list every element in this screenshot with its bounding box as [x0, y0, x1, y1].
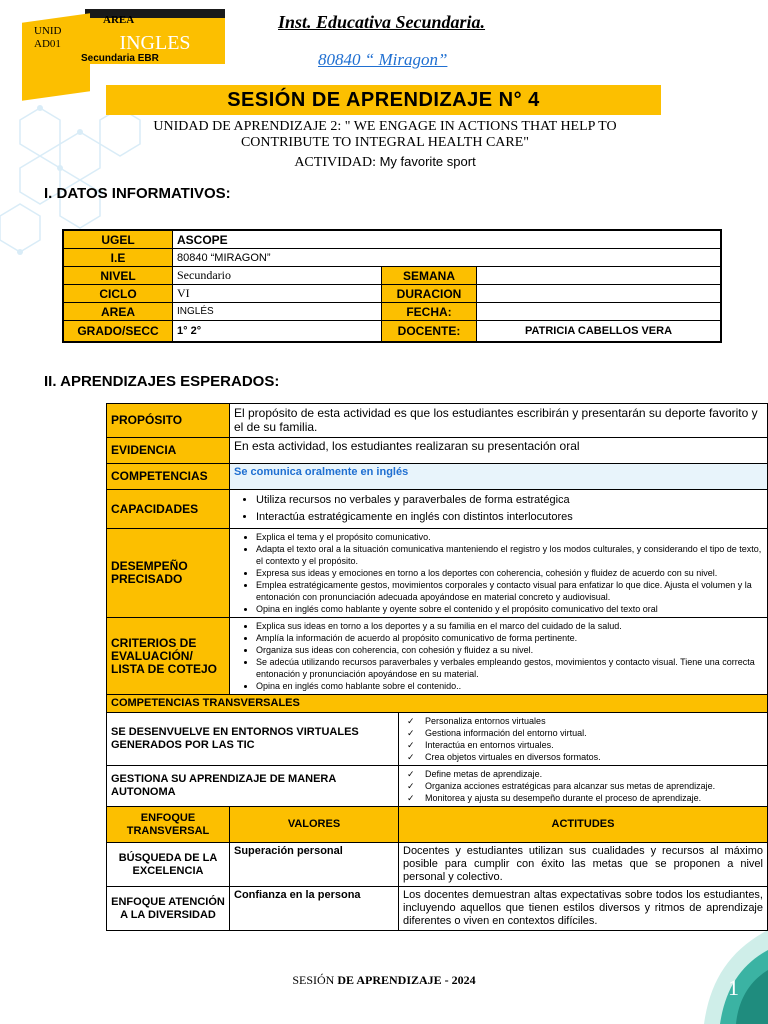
ciclo-value: VI [173, 285, 382, 303]
docente-value: PATRICIA CABELLOS VERA [477, 321, 722, 343]
school-code[interactable]: 80840 “ Miragon” [318, 50, 448, 69]
list-item: • Explica el tema y el propósito comunicativo. [256, 531, 763, 543]
section-aprendizajes-title: II. APRENDIZAJES ESPERADOS: [44, 373, 280, 390]
desempeno-list [234, 531, 763, 615]
capacidades-list [234, 492, 763, 526]
list-item: ✓ Gestiona información del entorno virtual. [425, 727, 763, 739]
proposito-text: El propósito de esta actividad es que los estudiantes escribirán y presentarán su deporte favorito y el de su familia. [230, 404, 768, 438]
proposito-label: PROPÓSITO [107, 404, 230, 438]
actitudes-header: ACTITUDES [399, 807, 768, 843]
duracion-label: DURACION [382, 285, 477, 303]
list-item: • Se adecúa utilizando recursos paraverbales y verbales empleando gestos, movimientos y contacto visual. Tiene una correcta entonación y pronunciación apoyándose en su material. [256, 656, 763, 680]
footer-text-a: SESIÓN [292, 973, 338, 987]
list-item: • Opina en inglés como hablante sobre el contenido.. [256, 680, 763, 692]
list-item: ✓ Monitorea y ajusta su desempeño durante el proceso de aprendizaje. [425, 792, 763, 804]
enfoque-header: ENFOQUE TRANSVERSAL [107, 807, 230, 843]
grado-value: 1° 2° [173, 321, 382, 343]
enfoque-name: BÚSQUEDA DE LA EXCELENCIA [107, 843, 230, 887]
list-item: ✓ Organiza acciones estratégicas para alcanzar sus metas de aprendizaje. [425, 780, 763, 792]
list-item: • Emplea estratégicamente gestos, movimientos corporales y contacto visual para enfatizar lo que dice. Ajusta el volumen y la entonación con pronunciación adecuada apoyándose en material concreto y audiovisual. [256, 579, 763, 603]
competencias-text: Se comunica oralmente en inglés [230, 464, 768, 490]
duracion-value [477, 285, 722, 303]
list-item: ✓ Interactúa en entornos virtuales. [425, 739, 763, 751]
list-item: • Utiliza recursos no verbales y paraverbales de forma estratégica [256, 492, 763, 509]
section-datos-title: I. DATOS INFORMATIVOS: [44, 185, 231, 202]
area-value: INGLES [119, 32, 191, 54]
list-item: ✓ Personaliza entornos virtuales [425, 715, 763, 727]
tic-list [403, 715, 763, 763]
capacidades-label: CAPACIDADES [107, 490, 230, 529]
grado-label: GRADO/SECC [63, 321, 173, 343]
actividad-label: ACTIVIDAD: [294, 155, 376, 170]
list-item: • Explica sus ideas en torno a los deportes y a su familia en el marco del cuidado de la salud. [256, 620, 763, 632]
area-label: AREA [103, 14, 135, 26]
semana-value [477, 267, 722, 285]
list-item: ✓ Crea objetos virtuales en diversos formatos. [425, 751, 763, 763]
list-item: ✓ Define metas de aprendizaje. [425, 768, 763, 780]
enfoque-actitud: Docentes y estudiantes utilizan sus cualidades y recursos al máximo posible para cumplir con éxito las metas que se proponen a nivel personal y colectivo. [399, 843, 768, 887]
datos-informativos-table [62, 229, 722, 343]
autonoma-label: GESTIONA SU APRENDIZAJE DE MANERA AUTONOMA [107, 766, 399, 807]
evidencia-label: EVIDENCIA [107, 438, 230, 464]
transversales-header: COMPETENCIAS TRANSVERSALES [107, 695, 768, 713]
area-row-value: INGLÉS [173, 303, 382, 321]
fecha-value [477, 303, 722, 321]
enfoque-valor: Superación personal [230, 843, 399, 887]
valores-header: VALORES [230, 807, 399, 843]
semana-label: SEMANA [382, 267, 477, 285]
tic-label: SE DESENVUELVE EN ENTORNOS VIRTUALES GENERADOS POR LAS TIC [107, 713, 399, 766]
enfoque-valor: Confianza en la persona [230, 887, 399, 931]
footer-text-b: DE APRENDIZAJE - 2024 [337, 973, 476, 987]
level-label: Secundaria EBR [81, 53, 159, 64]
page-footer [0, 973, 768, 988]
list-item: • Amplía la información de acuerdo al propósito comunicativo de forma pertinente. [256, 632, 763, 644]
nivel-label: NIVEL [63, 267, 173, 285]
aprendizajes-table [106, 403, 768, 931]
ugel-label: UGEL [63, 230, 173, 249]
area-row-label: AREA [63, 303, 173, 321]
fecha-label: FECHA: [382, 303, 477, 321]
ie-value: 80840 “MIRAGON” [173, 249, 722, 267]
docente-label: DOCENTE: [382, 321, 477, 343]
evidencia-text: En esta actividad, los estudiantes realizaran su presentación oral [230, 438, 768, 464]
list-item: • Interactúa estratégicamente en inglés con distintos interlocutores [256, 509, 763, 526]
list-item: • Organiza sus ideas con coherencia, con cohesión y fluidez a su nivel. [256, 644, 763, 656]
unit-label: UNID AD01 [34, 25, 62, 50]
autonoma-list [403, 768, 763, 804]
page-number: 1 [728, 975, 739, 1000]
actividad-line [118, 154, 652, 171]
nivel-value: Secundario [173, 267, 382, 285]
competencias-label: COMPETENCIAS [107, 464, 230, 490]
session-title: SESIÓN DE APRENDIZAJE N° 4 [227, 89, 540, 111]
criterios-list [234, 620, 763, 692]
list-item: • Opina en inglés como hablante y oyente sobre el contenido y el propósito comunicativo del texto oral [256, 603, 763, 615]
school-name: Inst. Educativa Secundaria. [278, 12, 486, 32]
session-title-bar [106, 85, 661, 115]
enfoque-name: ENFOQUE ATENCIÓN A LA DIVERSIDAD [107, 887, 230, 931]
list-item: • Adapta el texto oral a la situación comunicativa manteniendo el registro y los modos culturales, y considerando el tipo de texto, el contexto y el propósito. [256, 543, 763, 567]
desempeno-label: DESEMPEÑO PRECISADO [107, 529, 230, 618]
list-item: • Expresa sus ideas y emociones en torno a los deportes con coherencia, cohesión y fluidez de acuerdo con su nivel. [256, 567, 763, 579]
ugel-value: ASCOPE [173, 230, 722, 249]
ciclo-label: CICLO [63, 285, 173, 303]
criterios-label: CRITERIOS DE EVALUACIÓN/ LISTA DE COTEJO [107, 618, 230, 695]
actividad-value: My favorite sport [379, 154, 476, 169]
enfoque-actitud: Los docentes demuestran altas expectativas sobre todos los estudiantes, incluyendo aquellos que tienen estilos diversos y ritmos de aprendizaje diferentes o viven en contextos difíciles. [399, 887, 768, 931]
unidad-text: UNIDAD DE APRENDIZAJE 2: " WE ENGAGE IN ACTIONS THAT HELP TO CONTRIBUTE TO INTEGRAL HEALTH CARE" [153, 119, 617, 150]
ie-label: I.E [63, 249, 173, 267]
